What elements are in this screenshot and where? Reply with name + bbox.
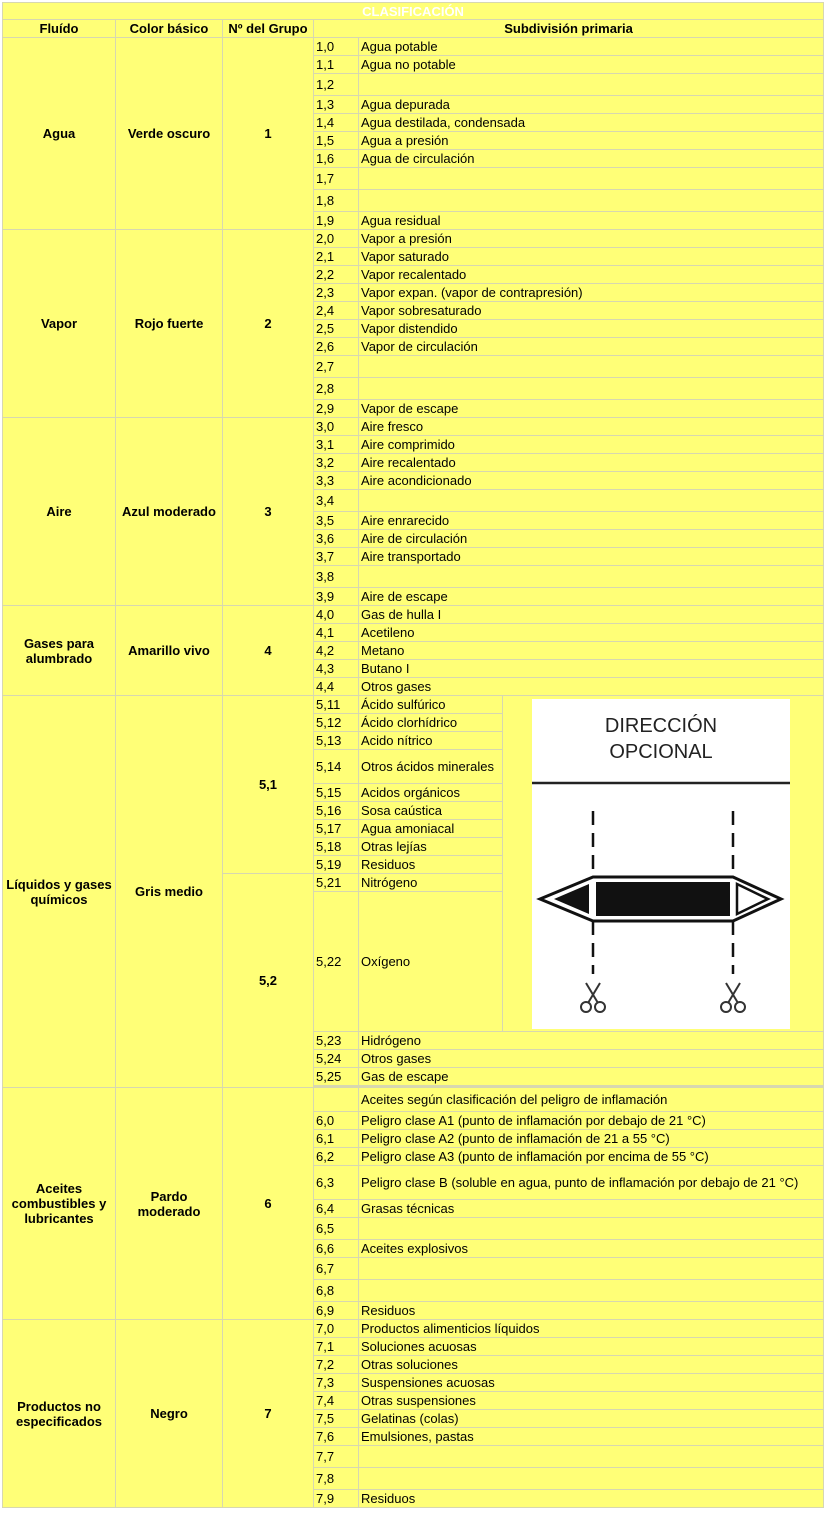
desc-cell: Residuos — [359, 1302, 823, 1319]
desc-cell: Aceites explosivos — [359, 1240, 823, 1257]
desc-cell: Agua destilada, condensada — [359, 114, 823, 131]
code-cell: 5,13 — [314, 732, 358, 749]
color-cell: Pardo moderado — [116, 1088, 222, 1319]
code-cell: 6,3 — [314, 1166, 358, 1199]
desc-cell: Suspensiones acuosas — [359, 1374, 823, 1391]
desc-cell: Productos alimenticios líquidos — [359, 1320, 823, 1337]
desc-cell: Oxígeno — [359, 892, 502, 1031]
desc-cell — [359, 1468, 823, 1489]
desc-cell: Acido nítrico — [359, 732, 502, 749]
code-cell: 6,5 — [314, 1218, 358, 1239]
code-cell: 2,7 — [314, 356, 358, 377]
code-cell: 5,19 — [314, 856, 358, 873]
code-cell: 2,0 — [314, 230, 358, 247]
desc-cell — [359, 1258, 823, 1279]
code-cell: 4,4 — [314, 678, 358, 695]
color-cell: Gris medio — [116, 696, 222, 1087]
code-cell: 2,5 — [314, 320, 358, 337]
scissors-icon — [721, 983, 745, 1012]
header-fluid: Fluído — [3, 20, 115, 37]
desc-cell — [359, 490, 823, 511]
code-cell: 3,8 — [314, 566, 358, 587]
desc-cell: Agua residual — [359, 212, 823, 229]
code-cell: 5,11 — [314, 696, 358, 713]
scissors-icon — [581, 983, 605, 1012]
desc-cell: Vapor saturado — [359, 248, 823, 265]
table-row — [3, 606, 823, 623]
code-cell: 1,0 — [314, 38, 358, 55]
code-cell: 5,17 — [314, 820, 358, 837]
fluid-cell: Aire — [3, 418, 115, 605]
desc-cell — [359, 1446, 823, 1467]
code-cell: 5,18 — [314, 838, 358, 855]
desc-cell: Peligro clase A1 (punto de inflamación por debajo de 21 °C) — [359, 1112, 823, 1129]
code-cell: 6,0 — [314, 1112, 358, 1129]
code-cell: 7,2 — [314, 1356, 358, 1373]
table-row — [3, 1320, 823, 1337]
desc-cell: Aire enrarecido — [359, 512, 823, 529]
desc-cell: Otras soluciones — [359, 1356, 823, 1373]
table-row — [3, 418, 823, 435]
desc-cell: Sosa caústica — [359, 802, 502, 819]
fluid-cell: Aceites combustibles y lubricantes — [3, 1088, 115, 1319]
code-cell: 5,23 — [314, 1032, 358, 1049]
desc-cell: Agua depurada — [359, 96, 823, 113]
table-row — [3, 38, 823, 55]
code-cell: 3,0 — [314, 418, 358, 435]
fluid-cell: Vapor — [3, 230, 115, 417]
code-cell: 5,12 — [314, 714, 358, 731]
code-cell: 1,1 — [314, 56, 358, 73]
desc-cell — [359, 356, 823, 377]
desc-cell: Otras lejías — [359, 838, 502, 855]
code-cell: 5,16 — [314, 802, 358, 819]
code-cell: 2,1 — [314, 248, 358, 265]
group-cell: 7 — [223, 1320, 313, 1507]
desc-cell: Aire transportado — [359, 548, 823, 565]
code-cell: 3,3 — [314, 472, 358, 489]
code-cell — [314, 1088, 358, 1111]
code-cell: 7,8 — [314, 1468, 358, 1489]
desc-cell: Vapor distendido — [359, 320, 823, 337]
code-cell: 7,1 — [314, 1338, 358, 1355]
desc-cell — [359, 190, 823, 211]
desc-cell: Agua potable — [359, 38, 823, 55]
code-cell: 1,9 — [314, 212, 358, 229]
code-cell: 6,7 — [314, 1258, 358, 1279]
code-cell: 1,4 — [314, 114, 358, 131]
code-cell: 6,9 — [314, 1302, 358, 1319]
desc-cell: Vapor sobresaturado — [359, 302, 823, 319]
desc-cell: Peligro clase B (soluble en agua, punto de inflamación por debajo de 21 °C) — [359, 1166, 823, 1199]
desc-cell: Peligro clase A3 (punto de inflamación por encima de 55 °C) — [359, 1148, 823, 1165]
table-title: CLASIFICACIÓN — [3, 3, 823, 19]
color-cell: Verde oscuro — [116, 38, 222, 229]
desc-cell: Acetileno — [359, 624, 823, 641]
desc-cell — [359, 1280, 823, 1301]
code-cell: 3,6 — [314, 530, 358, 547]
desc-cell: Butano I — [359, 660, 823, 677]
classification-table — [2, 2, 824, 1508]
desc-cell: Gas de hulla I — [359, 606, 823, 623]
desc-cell: Aceites según clasificación del peligro de inflamación — [359, 1088, 823, 1111]
code-cell: 5,22 — [314, 892, 358, 1031]
code-cell: 2,8 — [314, 378, 358, 399]
code-cell: 2,6 — [314, 338, 358, 355]
fluid-cell: Gases para alumbrado — [3, 606, 115, 695]
code-cell: 1,8 — [314, 190, 358, 211]
code-cell: 5,21 — [314, 874, 358, 891]
desc-cell: Agua no potable — [359, 56, 823, 73]
desc-cell: Residuos — [359, 1490, 823, 1507]
desc-cell: Vapor recalentado — [359, 266, 823, 283]
direction-diagram-cell — [503, 696, 823, 1031]
diagram-label-line1: DIRECCIÓN — [604, 714, 718, 737]
desc-cell: Soluciones acuosas — [359, 1338, 823, 1355]
color-cell: Azul moderado — [116, 418, 222, 605]
desc-cell: Nitrógeno — [359, 874, 502, 891]
fluid-cell: Líquidos y gases químicos — [3, 696, 115, 1087]
desc-cell: Vapor de circulación — [359, 338, 823, 355]
header-subdivision: Subdivisión primaria — [314, 20, 823, 37]
code-cell: 6,4 — [314, 1200, 358, 1217]
desc-cell — [359, 1218, 823, 1239]
desc-cell: Grasas técnicas — [359, 1200, 823, 1217]
group-cell: 5,2 — [223, 874, 313, 1087]
code-cell: 3,7 — [314, 548, 358, 565]
code-cell: 5,14 — [314, 750, 358, 783]
group-cell: 3 — [223, 418, 313, 605]
fluid-cell: Agua — [3, 38, 115, 229]
desc-cell: Aire acondicionado — [359, 472, 823, 489]
group-cell: 4 — [223, 606, 313, 695]
desc-cell — [359, 74, 823, 95]
group-cell: 2 — [223, 230, 313, 417]
desc-cell: Peligro clase A2 (punto de inflamación de 21 a 55 °C) — [359, 1130, 823, 1147]
fluid-cell: Productos no especificados — [3, 1320, 115, 1507]
code-cell: 7,4 — [314, 1392, 358, 1409]
code-cell: 1,3 — [314, 96, 358, 113]
code-cell: 3,2 — [314, 454, 358, 471]
code-cell: 3,4 — [314, 490, 358, 511]
desc-cell: Aire de circulación — [359, 530, 823, 547]
code-cell: 2,4 — [314, 302, 358, 319]
diagram-label — [532, 713, 790, 765]
desc-cell: Gas de escape — [359, 1068, 823, 1085]
desc-cell: Gelatinas (colas) — [359, 1410, 823, 1427]
table-row — [3, 696, 823, 713]
code-cell: 4,1 — [314, 624, 358, 641]
desc-cell: Agua amoniacal — [359, 820, 502, 837]
diagram-label-line2: OPCIONAL — [609, 740, 713, 763]
desc-cell: Acidos orgánicos — [359, 784, 502, 801]
code-cell: 5,15 — [314, 784, 358, 801]
code-cell: 6,2 — [314, 1148, 358, 1165]
code-cell: 2,3 — [314, 284, 358, 301]
desc-cell — [359, 566, 823, 587]
code-cell: 7,6 — [314, 1428, 358, 1445]
color-cell: Amarillo vivo — [116, 606, 222, 695]
desc-cell: Residuos — [359, 856, 502, 873]
code-cell: 4,3 — [314, 660, 358, 677]
header-color: Color básico — [116, 20, 222, 37]
table-row — [3, 1088, 823, 1111]
desc-cell — [359, 378, 823, 399]
desc-cell: Aire recalentado — [359, 454, 823, 471]
code-cell: 1,6 — [314, 150, 358, 167]
group-cell: 1 — [223, 38, 313, 229]
desc-cell: Metano — [359, 642, 823, 659]
desc-cell: Otros ácidos minerales — [359, 750, 502, 783]
code-cell: 2,9 — [314, 400, 358, 417]
code-cell: 1,2 — [314, 74, 358, 95]
desc-cell: Otras suspensiones — [359, 1392, 823, 1409]
table-row — [3, 230, 823, 247]
code-cell: 5,24 — [314, 1050, 358, 1067]
desc-cell: Vapor de escape — [359, 400, 823, 417]
desc-cell: Emulsiones, pastas — [359, 1428, 823, 1445]
code-cell: 1,7 — [314, 168, 358, 189]
desc-cell: Agua a presión — [359, 132, 823, 149]
desc-cell: Ácido clorhídrico — [359, 714, 502, 731]
desc-cell: Otros gases — [359, 678, 823, 695]
desc-cell: Otros gases — [359, 1050, 823, 1067]
code-cell: 7,9 — [314, 1490, 358, 1507]
code-cell: 2,2 — [314, 266, 358, 283]
code-cell: 6,1 — [314, 1130, 358, 1147]
arrow-body — [596, 882, 730, 916]
page — [2, 2, 823, 1508]
color-cell: Rojo fuerte — [116, 230, 222, 417]
desc-cell: Ácido sulfúrico — [359, 696, 502, 713]
desc-cell: Vapor expan. (vapor de contrapresión) — [359, 284, 823, 301]
desc-cell: Hidrógeno — [359, 1032, 823, 1049]
desc-cell — [359, 168, 823, 189]
code-cell: 3,1 — [314, 436, 358, 453]
code-cell: 7,7 — [314, 1446, 358, 1467]
desc-cell: Aire fresco — [359, 418, 823, 435]
desc-cell: Agua de circulación — [359, 150, 823, 167]
code-cell: 6,6 — [314, 1240, 358, 1257]
direction-diagram — [532, 699, 790, 1029]
group-cell: 5,1 — [223, 696, 313, 873]
desc-cell: Vapor a presión — [359, 230, 823, 247]
color-cell: Negro — [116, 1320, 222, 1507]
desc-cell: Aire comprimido — [359, 436, 823, 453]
header-group: Nº del Grupo — [223, 20, 313, 37]
code-cell: 4,2 — [314, 642, 358, 659]
code-cell: 1,5 — [314, 132, 358, 149]
group-cell: 6 — [223, 1088, 313, 1319]
code-cell: 5,25 — [314, 1068, 358, 1085]
code-cell: 6,8 — [314, 1280, 358, 1301]
code-cell: 3,5 — [314, 512, 358, 529]
code-cell: 7,3 — [314, 1374, 358, 1391]
code-cell: 4,0 — [314, 606, 358, 623]
code-cell: 3,9 — [314, 588, 358, 605]
code-cell: 7,0 — [314, 1320, 358, 1337]
desc-cell: Aire de escape — [359, 588, 823, 605]
code-cell: 7,5 — [314, 1410, 358, 1427]
